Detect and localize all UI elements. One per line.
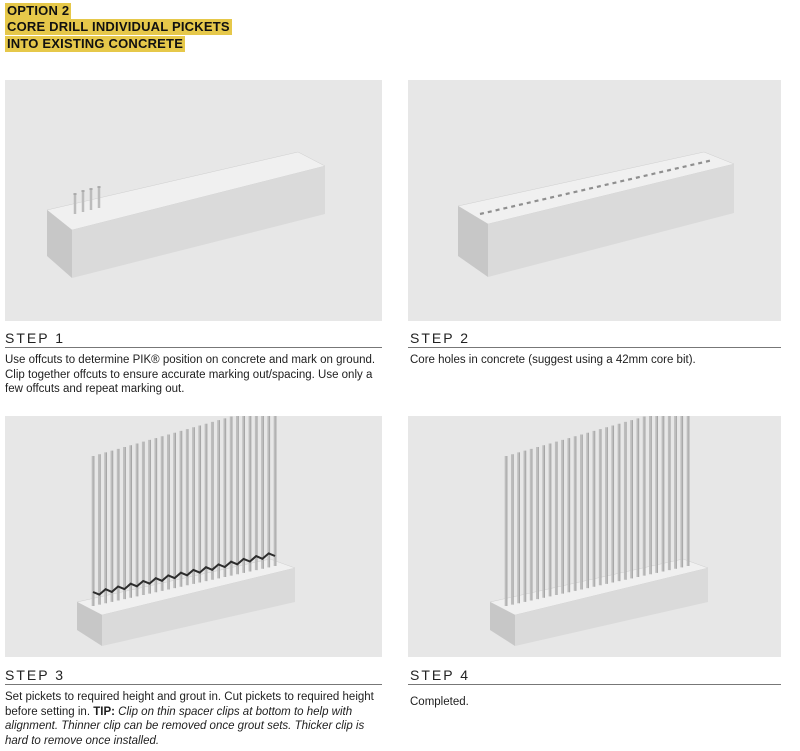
- step-1-divider: [5, 347, 382, 348]
- step-4-illustration: [408, 416, 781, 657]
- step-1-title: STEP 1: [5, 330, 65, 346]
- step-2-divider: [408, 347, 781, 348]
- step-1-description: Use offcuts to determine PIK® position on concrete and mark on ground. Clip together offcuts to ensure accurate marking out/spacing. Use only a few offcuts and repeat marking out.: [5, 354, 376, 395]
- step-4-description: Completed.: [410, 696, 469, 708]
- option-label: OPTION 2: [7, 3, 70, 18]
- title-line-1: CORE DRILL INDIVIDUAL PICKETS: [7, 19, 230, 34]
- step-2-title: STEP 2: [410, 330, 470, 346]
- title-line-2: INTO EXISTING CONCRETE: [7, 36, 184, 51]
- step-3-description-main: Set pickets to required height and grout in. Cut pickets to required height before setting in.: [5, 691, 374, 718]
- step-4-divider: [408, 684, 781, 685]
- step-3-illustration: [5, 416, 382, 657]
- step-3-title: STEP 3: [5, 667, 65, 683]
- step-3-tip-text: Clip on thin spacer clips at bottom to help with alignment. Thinner clip can be removed once grout sets. Thicker clip is hard to remove once installed.: [5, 705, 365, 747]
- step-2-description: Core holes in concrete (suggest using a 42mm core bit).: [410, 354, 696, 366]
- step-3-tip-label: TIP:: [93, 705, 115, 718]
- step-1-illustration: [5, 80, 382, 321]
- step-3-description: [5, 690, 377, 748]
- step-2-illustration: [408, 80, 781, 321]
- step-4-title: STEP 4: [410, 667, 470, 683]
- step-3-divider: [5, 684, 382, 685]
